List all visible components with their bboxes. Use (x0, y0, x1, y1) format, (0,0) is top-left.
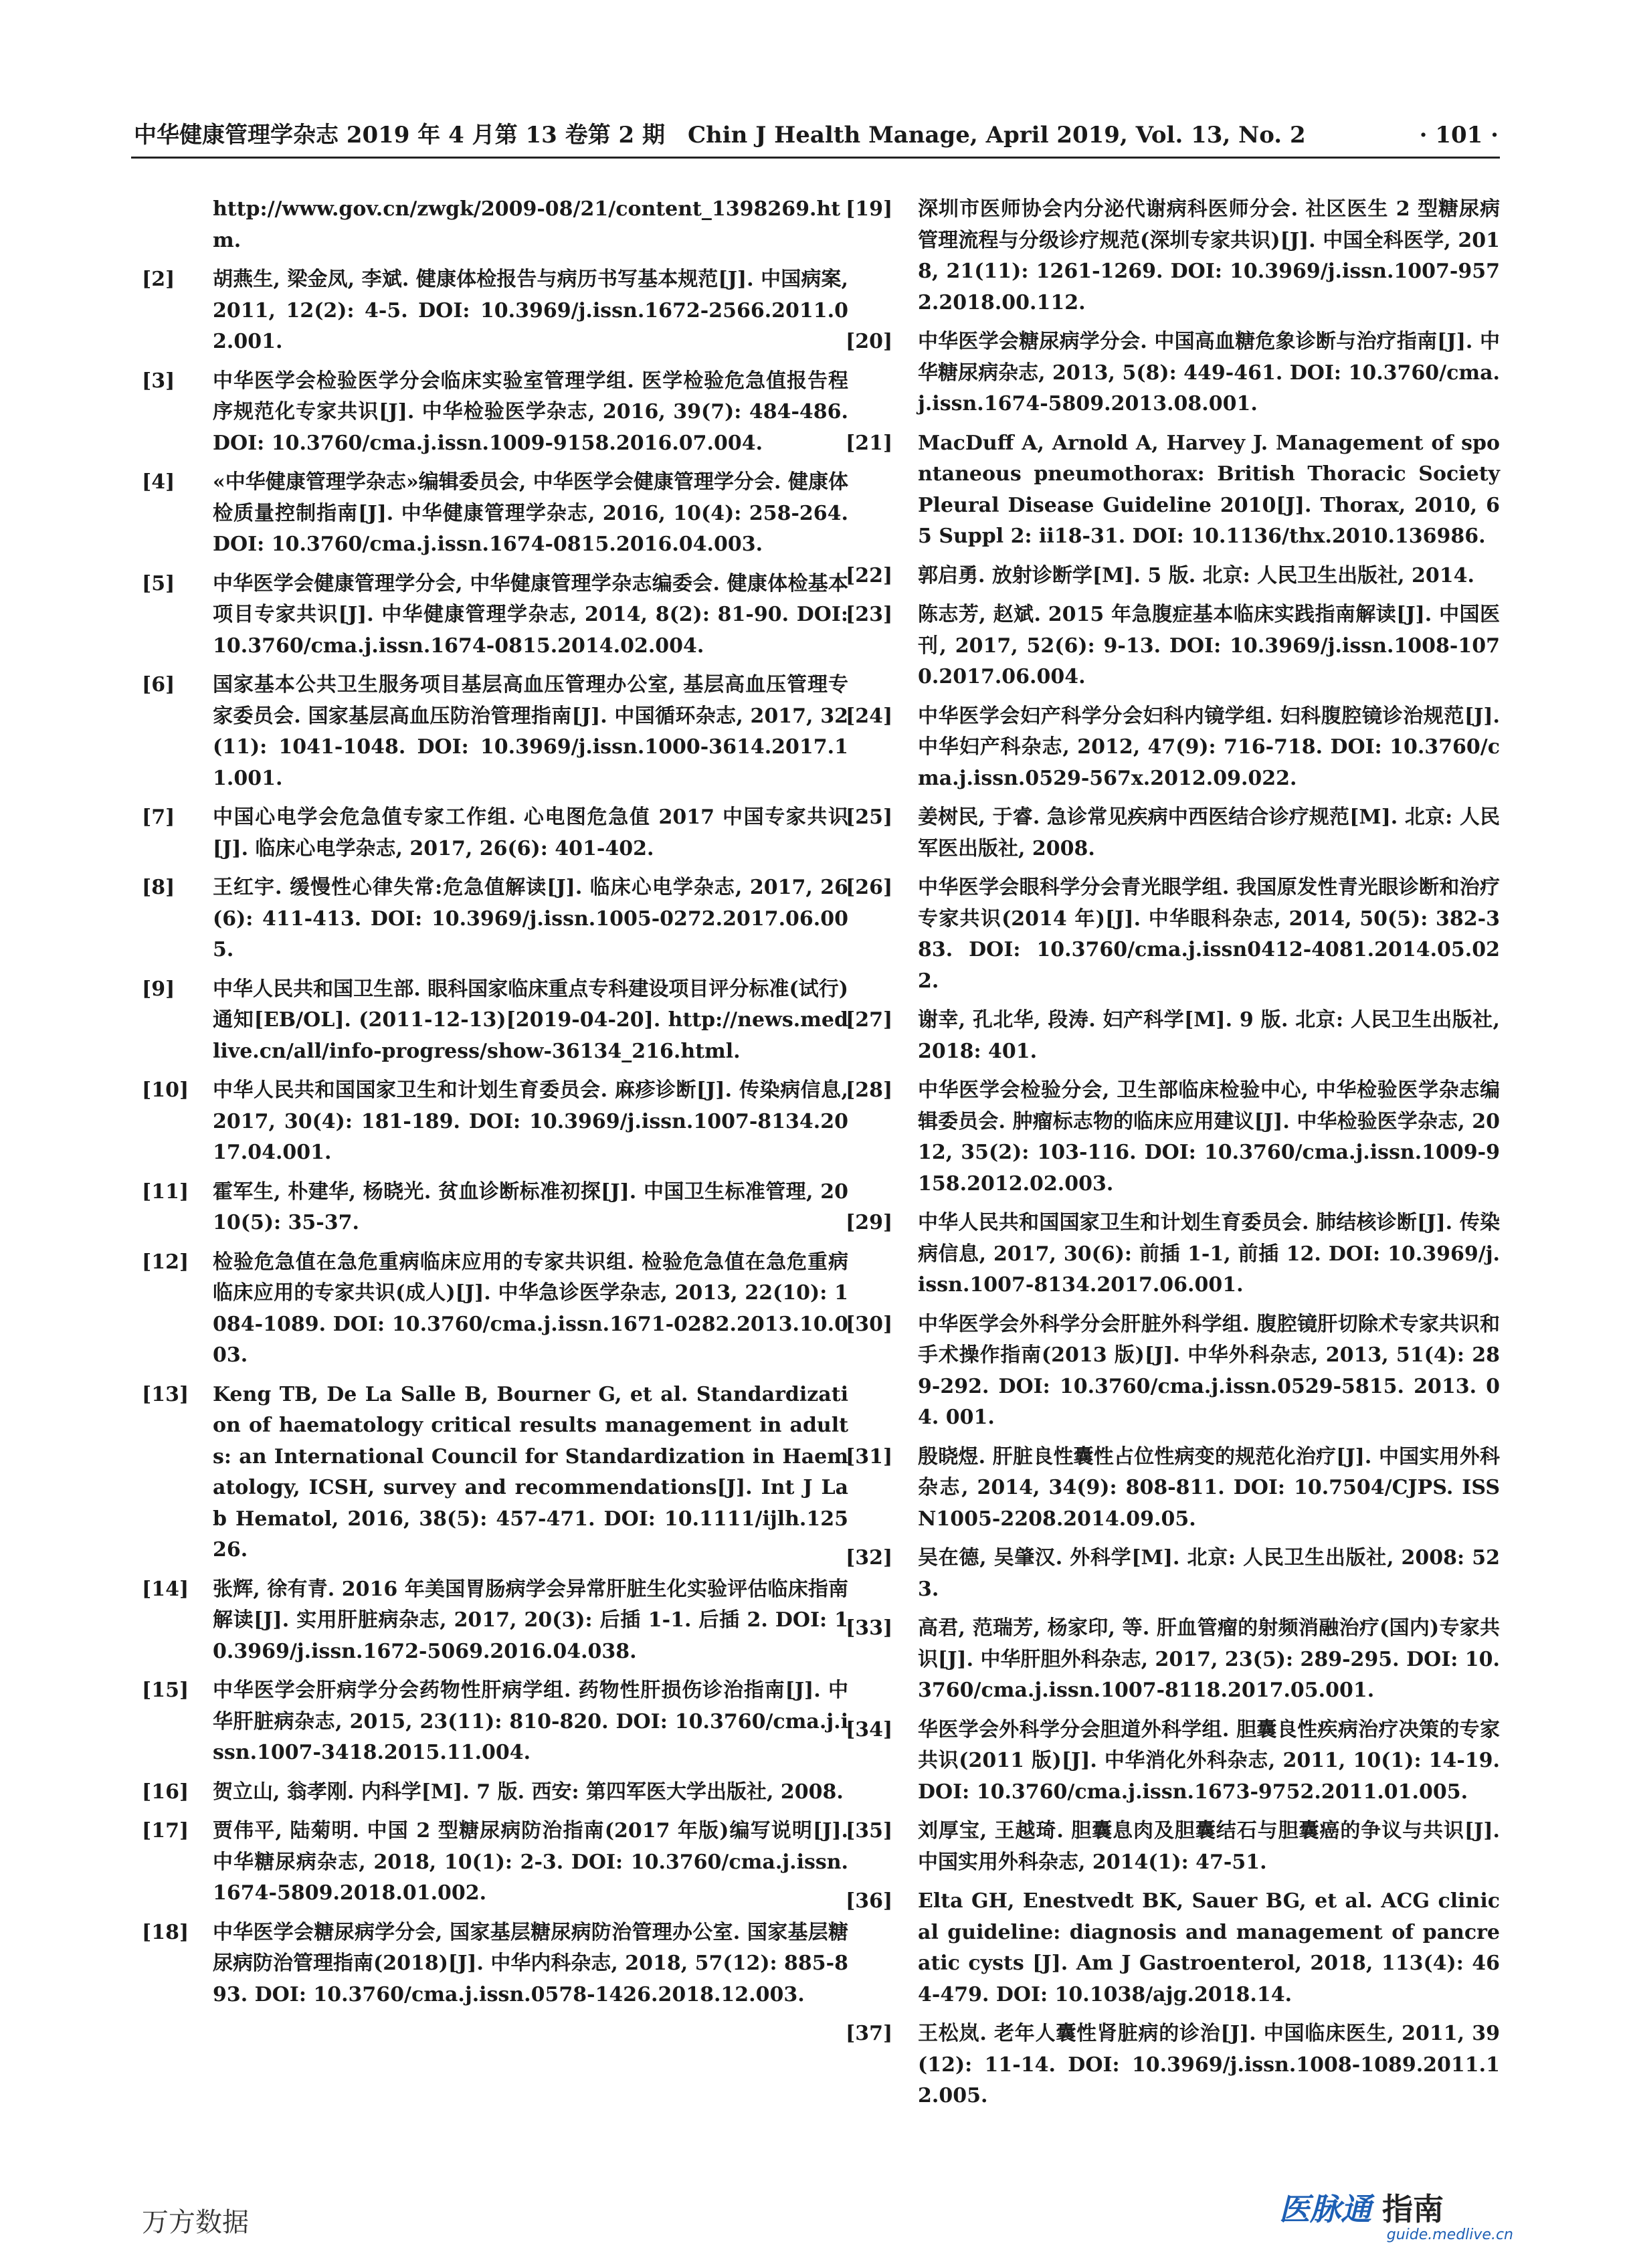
reference-number: [11] (142, 1179, 189, 1204)
reference-number: [9] (142, 977, 175, 1001)
reference-number: [10] (142, 1078, 189, 1102)
reference-number: [7] (142, 806, 175, 829)
reference-item (846, 872, 1500, 997)
reference-number: [36] (846, 1889, 893, 1913)
reference-list-left-column (142, 194, 891, 2018)
reference-number: [33] (846, 1616, 893, 1640)
reference-text: 王红宇. 缓慢性心律失常:危急值解读[J]. 临床心电学杂志, 2017, 26(6): 411-413. DOI: 10.3969/j.issn.1005-0272.2017.06.005. (213, 876, 848, 961)
logo-guide-label: 指南 (1382, 2191, 1444, 2227)
reference-item (142, 366, 848, 460)
reference-item (142, 264, 848, 358)
reference-number: [16] (142, 1780, 189, 1804)
reference-item (846, 1075, 1500, 1200)
reference-item (846, 1309, 1500, 1434)
reference-text: MacDuff A, Arnold A, Harvey J. Management of spontaneous pneumothorax: British Thoracic Society Pleural Disease Guideline 2010[J]. Thorax, 2010, 65 Suppl 2: ii18-31. DOI: 10.1136/thx.2010.136986. (918, 431, 1500, 548)
reference-item (846, 1442, 1500, 1535)
medlive-guide-logo[interactable] (1279, 2185, 1513, 2245)
reference-item (142, 1177, 848, 1239)
reference-text: 深圳市医师协会内分泌代谢病科医师分会. 社区医生 2 型糖尿病管理流程与分级诊疗规范(深圳专家共识)[J]. 中国全科医学, 2018, 21(11): 1261-1269. DOI: 10.3969/j.issn.1007-9572.2018.00.112. (918, 197, 1500, 314)
reference-text: 霍军生, 朴建华, 杨晓光. 贫血诊断标准初探[J]. 中国卫生标准管理, 2010(5): 35-37. (213, 1179, 848, 1234)
reference-text: Elta GH, Enestvedt BK, Sauer BG, et al. ACG clinical guideline: diagnosis and management of pancreatic cysts [J]. Am J Gastroenterol, 2018, 113(4): 464-479. DOI: 10.1038/ajg.2018.14. (918, 1889, 1500, 2006)
reference-item (846, 194, 1500, 318)
reference-text: 国家基本公共卫生服务项目基层高血压管理办公室, 基层高血压管理专家委员会. 国家基层高血压防治管理指南[J]. 中国循环杂志, 2017, 32(11): 1041-1048. DOI: 10.3969/j.issn.1000-3614.2017.11.001. (213, 673, 848, 790)
reference-text: 中华医学会外科学分会肝脏外科学组. 腹腔镜肝切除术专家共识和手术操作指南(2013 版)[J]. 中华外科杂志, 2013, 51(4): 289-292. DOI: 10.3760/cma.j.issn.0529-5815. 2013. 04. 001. (918, 1312, 1500, 1429)
reference-text: «中华健康管理学杂志»编辑委员会, 中华医学会健康管理学分会. 健康体检质量控制指南[J]. 中华健康管理学杂志, 2016, 10(4): 258-264. DOI: 10.3760/cma.j.issn.1674-0815.2016.04.003. (213, 470, 848, 556)
reference-item (846, 1543, 1500, 1605)
reference-text: 刘厚宝, 王越琦. 胆囊息肉及胆囊结石与胆囊癌的争议与共识[J]. 中国实用外科杂志, 2014(1): 47-51. (918, 1819, 1500, 1874)
reference-number: [35] (846, 1819, 893, 1842)
reference-number: [12] (142, 1250, 189, 1274)
reference-item (142, 1777, 848, 1808)
reference-text: 中华人民共和国国家卫生和计划生育委员会. 麻疹诊断[J]. 传染病信息, 2017, 30(4): 181-189. DOI: 10.3969/j.issn.1007-8134.2017.04.001. (213, 1078, 848, 1164)
reference-text: 贺立山, 翁孝刚. 内科学[M]. 7 版. 西安: 第四军医大学出版社, 2008. (213, 1780, 844, 1804)
header-rule (131, 157, 1500, 159)
reference-item (142, 467, 848, 561)
reference-text: 华医学会外科学分会胆道外科学组. 胆囊良性疾病治疗决策的专家共识(2011 版)[J]. 中华消化外科杂志, 2011, 10(1): 14-19. DOI: 10.3760/cma.j.issn.1673-9752.2011.01.005. (918, 1717, 1500, 1804)
journal-citation-header: 中华健康管理学杂志 2019 年 4 月第 13 卷第 2 期 Chin J Health Manage, April 2019, Vol. 13, No. 2 (134, 122, 1306, 149)
reference-number: [14] (142, 1577, 189, 1601)
reference-item (846, 701, 1500, 795)
reference-number: [25] (846, 806, 893, 829)
reference-item (846, 2018, 1500, 2112)
reference-item (142, 974, 848, 1068)
reference-item (846, 1886, 1500, 2010)
reference-item (846, 1816, 1500, 1878)
reference-text: 高君, 范瑞芳, 杨家印, 等. 肝血管瘤的射频消融治疗(国内)专家共识[J]. 中华肝胆外科杂志, 2017, 23(5): 289-295. DOI: 10.3760/cma.j.issn.1007-8118.2017.05.001. (918, 1616, 1500, 1702)
reference-item (142, 1816, 848, 1909)
page-number: · 101 · (1419, 122, 1499, 149)
reference-text: 吴在德, 吴肇汉. 外科学[M]. 北京: 人民卫生出版社, 2008: 523. (918, 1546, 1500, 1601)
reference-text: 姜树民, 于睿. 急诊常见疾病中西医结合诊疗规范[M]. 北京: 人民军医出版社, 2008. (918, 806, 1500, 860)
reference-item (142, 802, 848, 864)
reference-number: [18] (142, 1920, 189, 1944)
reference-item (846, 561, 1500, 592)
reference-number: [3] (142, 369, 175, 393)
reference-item (142, 1380, 848, 1566)
reference-text: 中华医学会糖尿病学分会. 中国高血糖危象诊断与治疗指南[J]. 中华糖尿病杂志, 2013, 5(8): 449-461. DOI: 10.3760/cma.j.issn.1674-5809.2013.08.001. (918, 330, 1500, 415)
reference-number: [15] (142, 1679, 189, 1702)
reference-number: [31] (846, 1444, 893, 1469)
reference-item (142, 1675, 848, 1769)
reference-item (846, 1005, 1500, 1067)
reference-item (142, 1247, 848, 1372)
reference-number: [2] (142, 268, 175, 291)
logo-brand-name: 医脉通 (1279, 2191, 1371, 2227)
reference-text: 谢幸, 孔北华, 段涛. 妇产科学[M]. 9 版. 北京: 人民卫生出版社, 2018: 401. (918, 1008, 1500, 1063)
reference-text: 中华医学会妇产科学分会妇科内镜学组. 妇科腹腔镜诊治规范[J]. 中华妇产科杂志, 2012, 47(9): 716-718. DOI: 10.3760/cma.j.issn.0529-567x.2012.09.022. (918, 704, 1500, 790)
reference-item (142, 194, 848, 256)
reference-text: 中华医学会糖尿病学分会, 国家基层糖尿病防治管理办公室. 国家基层糖尿病防治管理指南(2018)[J]. 中华内科杂志, 2018, 57(12): 885-893. DOI: 10.3760/cma.j.issn.0578-1426.2018.12.003. (213, 1920, 848, 2006)
reference-text: 殷晓煜. 肝脏良性囊性占位性病变的规范化治疗[J]. 中国实用外科杂志, 2014, 34(9): 808-811. DOI: 10.7504/CJPS. ISSN1005-2208.2014.09.05. (918, 1444, 1500, 1531)
reference-text: 中华人民共和国卫生部. 眼科国家临床重点专科建设项目评分标准(试行)通知[EB/OL]. (2011-12-13)[2019-04-20]. http://news.medlive.cn/all/info-progress/show-36134_216.html. (213, 977, 848, 1063)
reference-item (846, 1208, 1500, 1301)
running-header (134, 116, 1499, 154)
reference-text: 胡燕生, 梁金凤, 李斌. 健康体检报告与病历书写基本规范[J]. 中国病案, 2011, 12(2): 4-5. DOI: 10.3969/j.issn.1672-2566.2011.02.001. (213, 268, 848, 353)
reference-number: [20] (846, 330, 893, 353)
reference-item (142, 872, 848, 966)
reference-text: 中华医学会检验分会, 卫生部临床检验中心, 中华检验医学杂志编辑委员会. 肿瘤标志物的临床应用建议[J]. 中华检验医学杂志, 2012, 35(2): 103-116. DOI: 10.3760/cma.j.issn.1009-9158.2012.02.003. (918, 1078, 1500, 1196)
reference-number: [37] (846, 2022, 893, 2045)
reference-item (142, 1574, 848, 1668)
logo-brand-text (1279, 2185, 1444, 2229)
reference-number: [21] (846, 431, 893, 455)
reference-text: 中华医学会检验医学分会临床实验室管理学组. 医学检验危急值报告程序规范化专家共识[J]. 中华检验医学杂志, 2016, 39(7): 484-486. DOI: 10.3760/cma.j.issn.1009-9158.2016.07.004. (213, 369, 848, 455)
reference-number: [29] (846, 1211, 893, 1234)
reference-text: 中华医学会肝病学分会药物性肝病学组. 药物性肝损伤诊治指南[J]. 中华肝脏病杂志, 2015, 23(11): 810-820. DOI: 10.3760/cma.j.issn.1007-3418.2015.11.004. (213, 1679, 848, 1764)
reference-item (142, 670, 848, 794)
reference-number: [17] (142, 1819, 189, 1842)
reference-item (846, 428, 1500, 553)
reference-number: [5] (142, 571, 175, 595)
reference-text: 中国心电学会危急值专家工作组. 心电图危急值 2017 中国专家共识[J]. 临床心电学杂志, 2017, 26(6): 401-402. (213, 806, 848, 860)
reference-number: [22] (846, 563, 893, 587)
reference-item (846, 599, 1500, 693)
reference-item (846, 1715, 1500, 1808)
reference-number: [8] (142, 876, 175, 899)
reference-number: [30] (846, 1312, 893, 1336)
reference-text: http://www.gov.cn/zwgk/2009-08/21/content_1398269.htm. (213, 197, 841, 252)
reference-number: [4] (142, 470, 175, 494)
reference-item (142, 1075, 848, 1169)
reference-number: [24] (846, 704, 893, 728)
reference-number: [13] (142, 1382, 189, 1406)
reference-text: 中华医学会眼科学分会青光眼学组. 我国原发性青光眼诊断和治疗专家共识(2014 年)[J]. 中华眼科杂志, 2014, 50(5): 382-383. DOI: 10.3760/cma.j.issn0412-4081.2014.05.022. (918, 876, 1500, 993)
reference-item (142, 569, 848, 662)
reference-text: 中华医学会健康管理学分会, 中华健康管理学杂志编委会. 健康体检基本项目专家共识[J]. 中华健康管理学杂志, 2014, 8(2): 81-90. DOI: 10.3760/cma.j.issn.1674-0815.2014.02.004. (213, 571, 848, 658)
reference-number: [19] (846, 197, 893, 221)
reference-item (846, 1613, 1500, 1707)
watermark-wanfang: 万方数据 (142, 2207, 249, 2238)
reference-text: 陈志芳, 赵斌. 2015 年急腹症基本临床实践指南解读[J]. 中国医刊, 2017, 52(6): 9-13. DOI: 10.3969/j.issn.1008-1070.2017.06.004. (918, 603, 1500, 688)
reference-text: 贾伟平, 陆菊明. 中国 2 型糖尿病防治指南(2017 年版)编写说明[J]. 中华糖尿病杂志, 2018, 10(1): 2-3. DOI: 10.3760/cma.j.issn.1674-5809.2018.01.002. (213, 1819, 848, 1905)
reference-text: Keng TB, De La Salle B, Bourner G, et al. Standardization of haematology critical results management in adults: an International Council for Standardization in Haematology, ICSH, survey and recommendations[J]. Int J Lab Hematol, 2016, 38(5): 457-471. DOI: 10.1111/ijlh.12526. (213, 1382, 848, 1562)
reference-text: 王松岚. 老年人囊性肾脏病的诊治[J]. 中国临床医生, 2011, 39(12): 11-14. DOI: 10.3969/j.issn.1008-1089.2011.12.005. (918, 2022, 1500, 2107)
logo-url: guide.medlive.cn (1386, 2227, 1513, 2243)
reference-number: [6] (142, 673, 175, 696)
reference-text: 检验危急值在急危重病临床应用的专家共识组. 检验危急值在急危重病临床应用的专家共识(成人)[J]. 中华急诊医学杂志, 2013, 22(10): 1084-1089. DOI: 10.3760/cma.j.issn.1671-0282.2013.10.003. (213, 1250, 848, 1367)
reference-number: [23] (846, 603, 893, 626)
reference-number: [28] (846, 1078, 893, 1102)
reference-item (846, 326, 1500, 420)
reference-item (142, 1917, 848, 2011)
reference-text: 张辉, 徐有青. 2016 年美国胃肠病学会异常肝脏生化实验评估临床指南解读[J]. 实用肝脏病杂志, 2017, 20(3): 后插 1-1. 后插 2. DOI: 10.3969/j.issn.1672-5069.2016.04.038. (213, 1577, 848, 1663)
reference-text: 中华人民共和国国家卫生和计划生育委员会. 肺结核诊断[J]. 传染病信息, 2017, 30(6): 前插 1-1, 前插 12. DOI: 10.3969/j.issn.1007-8134.2017.06.001. (918, 1211, 1500, 1297)
reference-number: [34] (846, 1717, 893, 1741)
reference-number: [32] (846, 1546, 893, 1570)
reference-list-right-column (846, 194, 1501, 2120)
reference-number: [26] (846, 876, 893, 899)
reference-item (846, 802, 1500, 864)
reference-number: [27] (846, 1008, 893, 1032)
reference-text: 郭启勇. 放射诊断学[M]. 5 版. 北京: 人民卫生出版社, 2014. (918, 563, 1474, 587)
